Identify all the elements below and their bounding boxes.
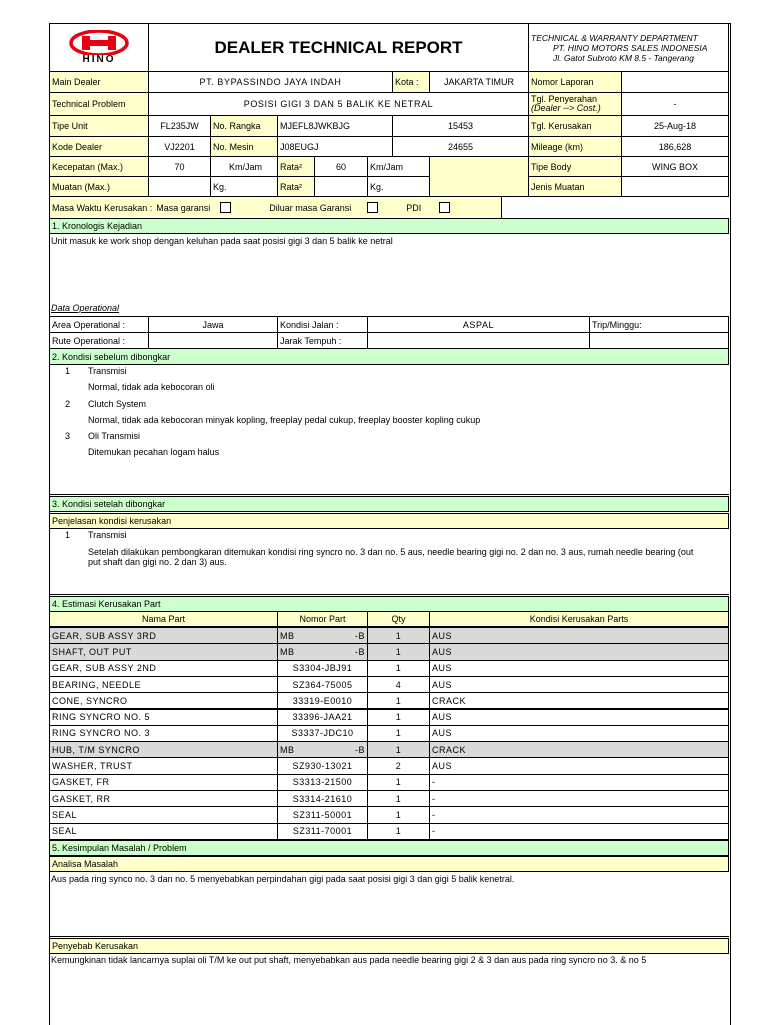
part-qty-cell: 1 — [367, 790, 430, 807]
part-qty-cell: 1 — [367, 692, 430, 709]
part-name-cell: SEAL — [49, 823, 278, 840]
kota-label: Kota : — [392, 71, 430, 93]
part-number-cell: SZ311-50001 — [277, 806, 368, 823]
sebelum-2-title: Clutch System — [88, 399, 147, 409]
part-qty-cell: 1 — [367, 741, 430, 758]
part-number-suffix: -B — [355, 630, 365, 641]
part-name-cell: HUB, T/M SYNCRO — [49, 741, 278, 758]
part-name-cell: GEAR, SUB ASSY 2ND — [49, 660, 278, 677]
tgl-penyerahan-value: - — [621, 92, 729, 116]
kode-dealer-value: VJ2201 — [148, 136, 211, 157]
part-number-prefix: MB — [280, 744, 295, 755]
no-rangka-value: MJEFL8JWKBJG — [277, 115, 393, 137]
jenis-muatan-label: Jenis Muatan — [528, 176, 622, 197]
kronologis-text: Unit masuk ke work shop dengan keluhan pada saat posisi gigi 3 dan 5 balik ke netral — [51, 236, 393, 246]
part-qty-cell: 1 — [367, 643, 430, 660]
part-number-cell: SZ364-75005 — [277, 676, 368, 693]
report-title-text: DEALER TECHNICAL REPORT — [214, 37, 463, 57]
penyebab-heading: Penyebab Kerusakan — [49, 938, 729, 954]
part-number-cell: SZ930-13021 — [277, 757, 368, 774]
part-condition-cell: AUS — [429, 643, 729, 660]
tech-problem-label: Technical Problem — [49, 92, 149, 116]
setelah-no: 1 — [65, 530, 71, 540]
setelah-title: Transmisi — [88, 530, 127, 540]
part-condition-cell: CRACK — [429, 741, 729, 758]
part-name-cell: CONE, SYNCRO — [49, 692, 278, 709]
part-condition-cell: - — [429, 774, 729, 791]
jenis-muatan-value — [621, 176, 729, 197]
part-name-cell: SHAFT, OUT PUT — [49, 643, 278, 660]
mileage-label: Mileage (km) — [528, 136, 622, 157]
part-qty-cell: 1 — [367, 806, 430, 823]
part-name-cell: GASKET, RR — [49, 790, 278, 807]
col-nama-part: Nama Part — [49, 611, 278, 627]
report-title — [148, 23, 529, 72]
part-condition-cell: CRACK — [429, 692, 729, 709]
part-condition-cell: - — [429, 806, 729, 823]
rute-operational-value — [148, 332, 278, 349]
part-number-cell: S3313-21500 — [277, 774, 368, 791]
no-mesin-value: J08EUGJ — [277, 136, 393, 157]
rata-muatan-label: Rata² — [277, 176, 315, 197]
part-number-cell: S3314-21610 — [277, 790, 368, 807]
diluar-garansi-label: Diluar masa Garansi — [269, 202, 352, 213]
tgl-kerusakan-value: 25-Aug-18 — [621, 115, 729, 137]
penjelasan-heading: Penjelasan kondisi kerusakan — [49, 513, 729, 529]
part-number-cell: S3337-JDC10 — [277, 725, 368, 742]
pdi-label: PDI — [406, 202, 422, 213]
part-number-cell — [277, 627, 368, 644]
data-operational-heading: Data Operational — [51, 303, 120, 313]
part-name-cell: WASHER, TRUST — [49, 757, 278, 774]
part-condition-cell: - — [429, 790, 729, 807]
section-4-heading: 4. Estimasi Kerusakan Part — [49, 596, 729, 612]
part-name-cell: RING SYNCRO NO. 5 — [49, 709, 278, 726]
muatan-value — [148, 176, 211, 197]
tipe-body-value: WING BOX — [621, 156, 729, 177]
section-divider-2 — [49, 594, 729, 595]
section-2-heading: 2. Kondisi sebelum dibongkar — [49, 348, 729, 365]
rata-muatan-value — [314, 176, 368, 197]
muatan-label: Muatan (Max.) — [49, 176, 149, 197]
col-qty: Qty — [367, 611, 430, 627]
tgl-penyerahan-label — [528, 92, 622, 116]
part-name-cell: GASKET, FR — [49, 774, 278, 791]
sebelum-2-no: 2 — [65, 399, 71, 409]
part-number-prefix: MB — [280, 646, 295, 657]
part-name-cell: GEAR, SUB ASSY 3RD — [49, 627, 278, 644]
logo-text: HINO — [82, 54, 116, 65]
masa-garansi-checkbox[interactable] — [220, 202, 231, 213]
tgl-kerusakan-label: Tgl. Kerusakan — [528, 115, 622, 137]
rata-speed-value: 60 — [314, 156, 368, 177]
masa-waktu-label: Masa Waktu Kerusakan : — [52, 202, 153, 213]
dept-line-3: Jl. Gatot Subroto KM 8.5 - Tangerang — [553, 52, 694, 63]
part-number-suffix: -B — [355, 646, 365, 657]
setelah-desc-2: put shaft dan gigi no. 2 dan 3) aus. — [88, 557, 227, 567]
part-number-cell: SZ311-70001 — [277, 823, 368, 840]
main-dealer-value: PT. BYPASSINDO JAYA INDAH — [148, 71, 393, 93]
part-qty-cell: 1 — [367, 660, 430, 677]
department-info — [528, 23, 729, 72]
jarak-tempuh-label: Jarak Tempuh : — [277, 332, 368, 349]
part-qty-cell: 1 — [367, 709, 430, 726]
area-operational-value: Jawa — [148, 316, 278, 333]
section-divider — [49, 494, 729, 495]
part-name-cell: SEAL — [49, 806, 278, 823]
sebelum-1-no: 1 — [65, 366, 71, 376]
part-number-prefix: MB — [280, 630, 295, 641]
part-number-cell — [277, 643, 368, 660]
part-condition-cell: AUS — [429, 660, 729, 677]
part-name-cell: RING SYNCRO NO. 3 — [49, 725, 278, 742]
section-3-heading: 3. Kondisi setelah dibongkar — [49, 496, 729, 512]
part-qty-cell: 1 — [367, 627, 430, 644]
area-operational-label: Area Operational : — [49, 316, 149, 333]
part-qty-cell: 4 — [367, 676, 430, 693]
kota-value: JAKARTA TIMUR — [429, 71, 529, 93]
part-number-cell: S3304-JBJ91 — [277, 660, 368, 677]
diluar-garansi-checkbox[interactable] — [367, 202, 378, 213]
part-name-cell: BEARING, NEEDLE — [49, 676, 278, 693]
tech-problem-value: POSISI GIGI 3 DAN 5 BALIK KE NETRAL — [148, 92, 529, 116]
kecepatan-label: Kecepatan (Max.) — [49, 156, 149, 177]
col-kondisi: Kondisi Kerusakan Parts — [429, 611, 729, 627]
tipe-body-label: Tipe Body — [528, 156, 622, 177]
logo-box — [49, 23, 149, 72]
section-divider-3 — [49, 936, 729, 937]
part-number-suffix: -B — [355, 744, 365, 755]
tgl-penyerahan-label-2: (Dealer --> Cost.) — [531, 103, 601, 113]
pdi-checkbox[interactable] — [439, 202, 450, 213]
jarak-tempuh-value — [367, 332, 590, 349]
part-condition-cell: AUS — [429, 709, 729, 726]
tipe-unit-value: FL235JW — [148, 115, 211, 137]
section-5-heading: 5. Kesimpulan Masalah / Problem — [49, 840, 729, 856]
sebelum-1-desc: Normal, tidak ada kebocoran oli — [88, 382, 215, 392]
rata-speed-unit: Km/Jam — [367, 156, 430, 177]
mileage-value: 186,628 — [621, 136, 729, 157]
penyebab-text: Kemungkinan tidak lancarnya suplai oli T/M ke out put shaft, menyebabkan aus pada needle bearing gigi 2 & 3 dan aus pada ring syncro no 3. & no 5 — [51, 955, 647, 965]
rata-muatan-unit: Kg. — [367, 176, 430, 197]
part-qty-cell: 1 — [367, 725, 430, 742]
masa-waktu-row — [49, 196, 502, 219]
rata-speed-label: Rata² — [277, 156, 315, 177]
rute-operational-label: Rute Operational : — [49, 332, 149, 349]
part-condition-cell: AUS — [429, 676, 729, 693]
no-mesin-value-2: 24655 — [392, 136, 529, 157]
sebelum-3-desc: Ditemukan pecahan logam halus — [88, 447, 220, 457]
sebelum-3-no: 3 — [65, 431, 71, 441]
masa-garansi-label: Masa garansi — [156, 202, 211, 213]
tipe-unit-label: Tipe Unit — [49, 115, 149, 137]
kecepatan-value: 70 — [148, 156, 211, 177]
part-qty-cell: 1 — [367, 823, 430, 840]
trip-value — [589, 332, 729, 349]
part-condition-cell: - — [429, 823, 729, 840]
no-rangka-label: No. Rangka — [210, 115, 278, 137]
trip-label: Trip/Minggu: — [589, 316, 729, 333]
sebelum-1-title: Transmisi — [88, 366, 127, 376]
nomor-laporan-value — [621, 71, 729, 93]
sebelum-3-title: Oli Transmisi — [88, 431, 141, 441]
main-dealer-label: Main Dealer — [49, 71, 149, 93]
tgl-penyerahan-label-1: Tgl. Penyerahan — [531, 94, 598, 104]
part-qty-cell: 1 — [367, 774, 430, 791]
part-number-cell: 33319-E0010 — [277, 692, 368, 709]
kondisi-jalan-value: ASPAL — [367, 316, 590, 333]
part-number-cell: 33396-JAA21 — [277, 709, 368, 726]
dept-line-2: PT. HINO MOTORS SALES INDONESIA — [553, 42, 708, 53]
part-condition-cell: AUS — [429, 627, 729, 644]
part-condition-cell: AUS — [429, 757, 729, 774]
part-qty-cell: 2 — [367, 757, 430, 774]
col-nomor-part: Nomor Part — [277, 611, 368, 627]
kecepatan-blank — [429, 156, 529, 197]
sebelum-2-desc: Normal, tidak ada kebocoran minyak kopling, freeplay pedal cukup, freeplay booster kopling cukup — [88, 415, 481, 425]
analisa-heading: Analisa Masalah — [49, 856, 729, 872]
kecepatan-unit: Km/Jam — [210, 156, 278, 177]
dept-line-1: TECHNICAL & WARRANTY DEPARTMENT — [531, 32, 698, 43]
no-rangka-value-2: 15453 — [392, 115, 529, 137]
setelah-desc-1: Setelah dilakukan pembongkaran ditemukan kondisi ring syncro no. 3 dan no. 5 aus, needle bearing gigi no. 2 dan no. 3 aus, rumah needle bearing (out — [88, 547, 694, 557]
part-number-cell — [277, 741, 368, 758]
no-mesin-label: No. Mesin — [210, 136, 278, 157]
muatan-unit: Kg. — [210, 176, 278, 197]
kode-dealer-label: Kode Dealer — [49, 136, 149, 157]
kondisi-jalan-label: Kondisi Jalan : — [277, 316, 368, 333]
analisa-text: Aus pada ring synco no. 3 dan no. 5 menyebabkan perpindahan gigi pada saat posisi gigi 3 dan gigi 5 balik kenetral. — [51, 874, 515, 884]
part-condition-cell: AUS — [429, 725, 729, 742]
nomor-laporan-label: Nomor Laporan — [528, 71, 622, 93]
section-1-heading: 1. Kronologis Kejadian — [49, 218, 729, 234]
